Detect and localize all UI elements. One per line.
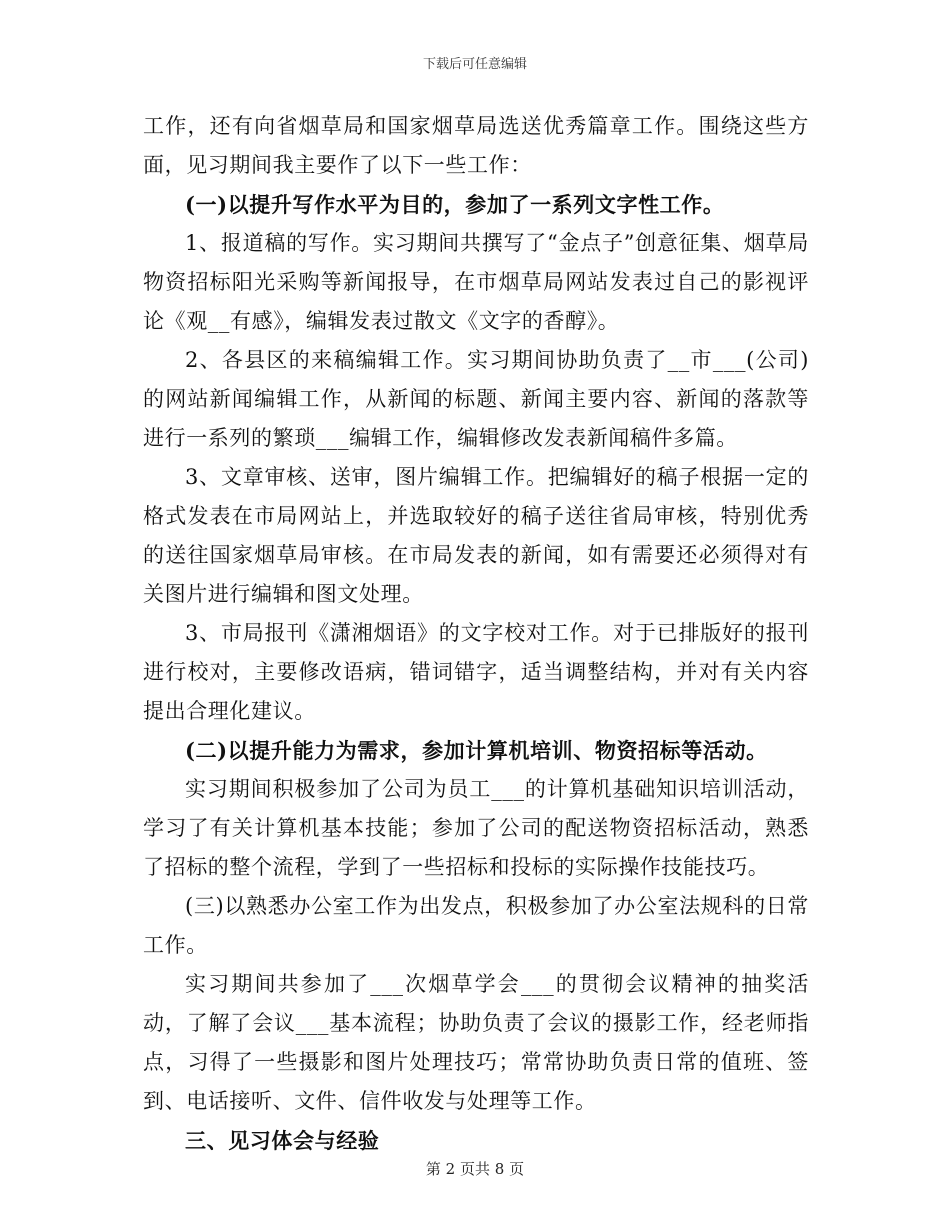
paragraph-office-work: 实习期间共参加了___次烟草学会___的贯彻会议精神的抽奖活动，了解了会议___基本流程；协助负责了会议的摄影工作，经老师指点，习得了一些摄影和图片处理技巧；常常协助负责日常的值班、签到、电话接听、文件、信件收发与处理等工作。: [143, 972, 809, 1113]
section-heading-2: (二)以提升能力为需求，参加计算机培训、物资招标等活动。: [185, 738, 768, 763]
paragraph-training: 实习期间积极参加了公司为员工___的计算机基础知识培训活动，学习了有关计算机基本技能；参加了公司的配送物资招标活动，熟悉了招标的整个流程，学到了一些招标和投标的实际操作技能技巧。: [143, 777, 809, 879]
section-heading-1: (一)以提升写作水平为目的，参加了一系列文字性工作。: [185, 192, 725, 217]
section-heading-3: (三)以熟悉办公室工作为出发点，积极参加了办公室法规科的日常工作。: [143, 894, 809, 957]
paragraph-intro: 工作，还有向省烟草局和国家烟草局选送优秀篇章工作。围绕这些方面，见习期间我主要作了以下一些工作：: [143, 114, 809, 177]
page-header: 下载后可任意编辑: [422, 57, 527, 72]
document-body: [143, 107, 809, 1160]
chapter-heading-3: 三、见习体会与经验: [185, 1128, 380, 1153]
page-footer: 第 2 页共 8 页: [425, 1160, 525, 1178]
paragraph-item-3: 3、文章审核、送审，图片编辑工作。把编辑好的稿子根据一定的格式发表在市局网站上，并选取较好的稿子送往省局审核，特别优秀的送往国家烟草局审核。在市局发表的新闻，如有需要还必须得对有关图片进行编辑和图文处理。: [143, 465, 809, 606]
paragraph-item-4: 3、市局报刊《潇湘烟语》的文字校对工作。对于已排版好的报刊进行校对，主要修改语病，错词错字，适当调整结构，并对有关内容提出合理化建议。: [143, 621, 809, 723]
paragraph-item-1: 1、报道稿的写作。实习期间共撰写了“金点子”创意征集、烟草局物资招标阳光采购等新闻报导，在市烟草局网站发表过自己的影视评论《观__有感》，编辑发表过散文《文字的香醇》。: [143, 231, 809, 333]
paragraph-item-2: 2、各县区的来稿编辑工作。实习期间协助负责了__市___(公司)的网站新闻编辑工作，从新闻的标题、新闻主要内容、新闻的落款等进行一系列的繁琐___编辑工作，编辑修改发表新闻稿件多篇。: [143, 348, 809, 450]
